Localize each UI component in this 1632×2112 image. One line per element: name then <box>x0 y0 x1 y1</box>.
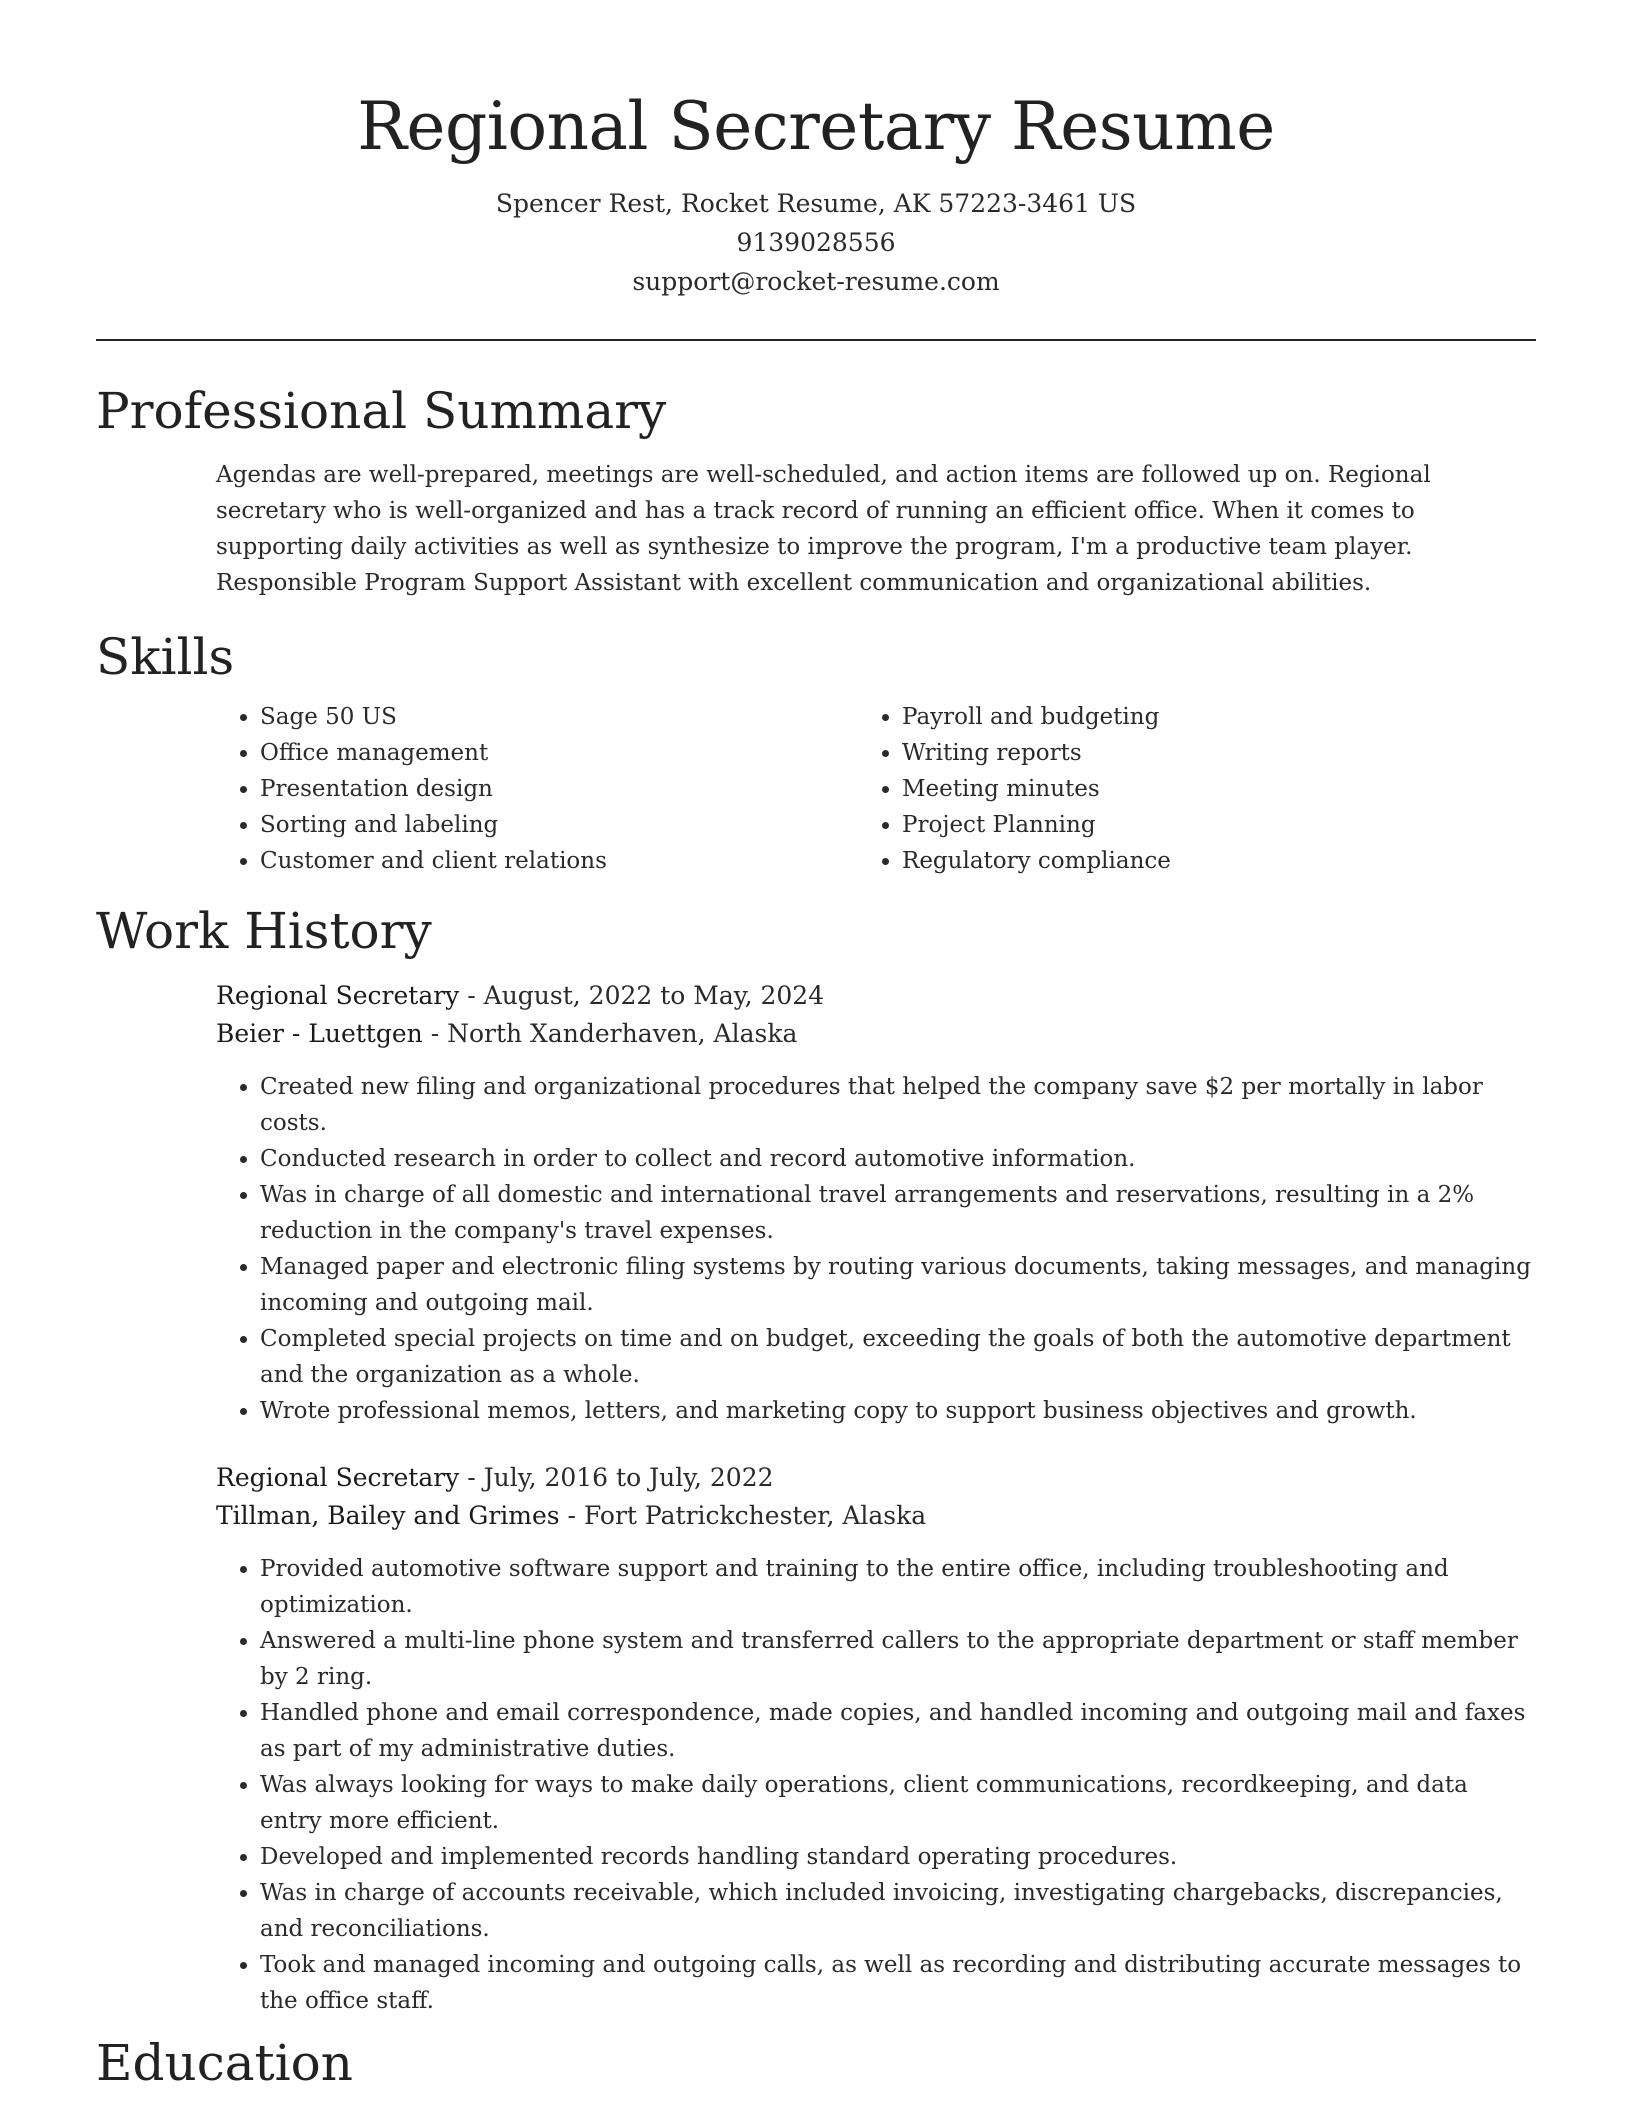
job-bullets <box>216 1551 1536 2019</box>
skill-item: • Sorting and labeling <box>260 807 746 843</box>
job-location: - North Xanderhaven, Alaska <box>422 1019 798 1048</box>
job-location: - Fort Patrickchester, Alaska <box>559 1501 927 1530</box>
job-bullet: • Managed paper and electronic filing systems by routing various documents, taking messages, and managing incoming and outgoing mail. <box>260 1249 1536 1321</box>
job-entry <box>216 1459 1536 2019</box>
job-company: Tillman, Bailey and Grimes <box>216 1501 560 1530</box>
job-company: Beier - Luettgen <box>216 1019 423 1048</box>
job-company-line <box>216 1015 1536 1053</box>
job-company-line <box>216 1497 1536 1535</box>
job-dates: - August, 2022 to May, 2024 <box>459 981 825 1010</box>
skill-item: • Payroll and budgeting <box>902 699 1171 735</box>
job-bullet: • Took and managed incoming and outgoing calls, as well as recording and distributing accurate messages to the office staff. <box>260 1947 1536 2019</box>
skills-column-left <box>96 699 746 879</box>
job-bullet: • Handled phone and email correspondence, made copies, and handled incoming and outgoing mail and faxes as part of my administrative duties. <box>260 1695 1536 1767</box>
education-heading: Education <box>96 2034 353 2092</box>
resume-page <box>96 0 1536 2095</box>
contact-email: support@rocket-resume.com <box>632 267 1000 296</box>
job-title-line <box>216 1459 1536 1497</box>
job-bullet: • Was always looking for ways to make daily operations, client communications, recordkeeping, and data entry more efficient. <box>260 1767 1536 1839</box>
job-bullet: • Developed and implemented records handling standard operating procedures. <box>260 1839 1536 1875</box>
resume-header <box>96 0 1536 301</box>
job-title: Regional Secretary <box>216 981 460 1010</box>
contact-info <box>96 184 1536 301</box>
job-bullets <box>216 1069 1536 1429</box>
job-bullet: • Completed special projects on time and on budget, exceeding the goals of both the automotive department and the organization as a whole. <box>260 1321 1536 1393</box>
skill-item: • Customer and client relations <box>260 843 746 879</box>
skill-item: • Sage 50 US <box>260 699 746 735</box>
resume-title: Regional Secretary Resume <box>357 88 1275 165</box>
job-bullet: • Was in charge of accounts receivable, which included invoicing, investigating chargebacks, discrepancies, and reconciliations. <box>260 1875 1536 1947</box>
job-title: Regional Secretary <box>216 1463 460 1492</box>
skill-item: • Project Planning <box>902 807 1171 843</box>
job-title-line <box>216 977 1536 1015</box>
skill-item: • Writing reports <box>902 735 1171 771</box>
skill-item: • Meeting minutes <box>902 771 1171 807</box>
header-divider <box>96 339 1536 341</box>
summary-heading: Professional Summary <box>96 382 667 440</box>
job-bullet: • Answered a multi-line phone system and transferred callers to the appropriate department or staff member by 2 ring. <box>260 1623 1536 1695</box>
skills-list <box>96 699 1536 879</box>
summary-text: Agendas are well-prepared, meetings are well-scheduled, and action items are followed up on. Regional secretary who is well-organized and has a track record of running an efficient office. When it comes to supporting daily activities as well as synthesize to improve the program, I'm a productive team player. Responsible Program Support Assistant with excellent communication and organizational abilities. <box>216 462 1431 596</box>
skills-heading: Skills <box>96 628 235 686</box>
job-bullet: • Created new filing and organizational procedures that helped the company save $2 per mortally in labor costs. <box>260 1069 1536 1141</box>
job-bullet: • Conducted research in order to collect and record automotive information. <box>260 1141 1536 1177</box>
contact-phone: 9139028556 <box>736 228 896 257</box>
work-history-heading: Work History <box>96 902 432 960</box>
skill-item: • Office management <box>260 735 746 771</box>
job-entry <box>216 977 1536 1429</box>
contact-address: Spencer Rest, Rocket Resume, AK 57223-3461 US <box>495 189 1137 218</box>
job-bullet: • Wrote professional memos, letters, and marketing copy to support business objectives and growth. <box>260 1393 1536 1429</box>
job-bullet: • Was in charge of all domestic and international travel arrangements and reservations, resulting in a 2% reduction in the company's travel expenses. <box>260 1177 1536 1249</box>
skills-column-right <box>746 699 1171 879</box>
job-bullet: • Provided automotive software support and training to the entire office, including troubleshooting and optimization. <box>260 1551 1536 1623</box>
job-dates: - July, 2016 to July, 2022 <box>459 1463 774 1492</box>
skill-item: • Regulatory compliance <box>902 843 1171 879</box>
skill-item: • Presentation design <box>260 771 746 807</box>
